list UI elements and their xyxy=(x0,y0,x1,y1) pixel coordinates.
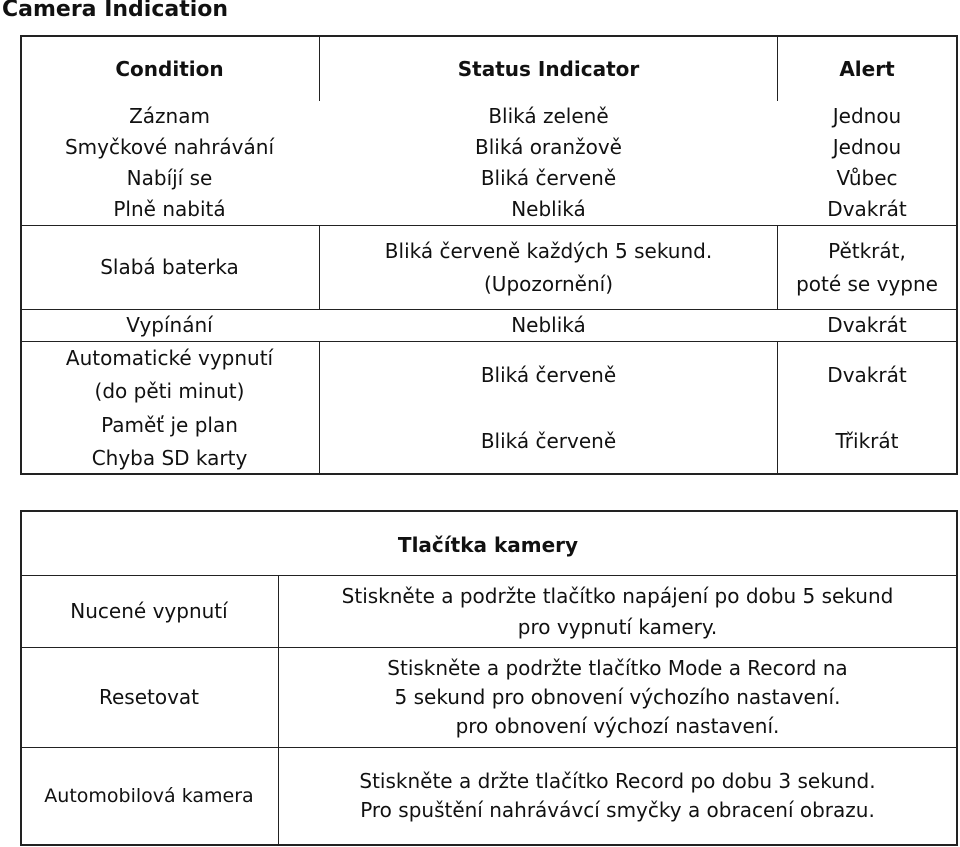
status-line: (Upozornění) xyxy=(484,271,613,296)
alert-cell: Dvakrát xyxy=(827,313,907,337)
description-line: pro vypnutí kamery. xyxy=(517,614,718,639)
condition-cell xyxy=(20,410,319,473)
button-name-cell: Resetovat xyxy=(98,685,200,709)
status-cell: Bliká zeleně xyxy=(488,104,609,128)
alert-cell: Dvakrát xyxy=(827,362,907,387)
status-cell: Bliká červeně xyxy=(480,429,617,453)
alert-cell: Vůbec xyxy=(836,166,898,190)
description-line: Stiskněte a držte tlačítko Record po dobu 3 sekund. xyxy=(359,769,876,793)
condition-cell: Nabíjí se xyxy=(126,166,213,190)
condition-cell: Plně nabitá xyxy=(113,197,226,221)
buttons-table-title: Tlačítka kamery xyxy=(397,533,579,557)
column-header-status: Status Indicator xyxy=(457,56,640,81)
column-header-alert: Alert xyxy=(839,56,895,81)
alert-line: poté se vypne xyxy=(796,271,938,296)
description-line: Stiskněte a podržte tlačítko napájení po dobu 5 sekund xyxy=(341,583,894,608)
button-description-cell xyxy=(279,648,956,747)
alert-cell: Jednou xyxy=(832,104,902,128)
description-line: 5 sekund pro obnovení výchozího nastavení. xyxy=(394,685,841,709)
status-cell xyxy=(320,226,777,309)
table-border xyxy=(956,35,958,475)
condition-line: Chyba SD karty xyxy=(91,445,248,470)
condition-cell: Vypínání xyxy=(126,313,213,337)
condition-line: (do pěti minut) xyxy=(94,379,245,403)
condition-cell: Smyčkové nahrávání xyxy=(64,135,275,159)
table-border xyxy=(956,510,958,846)
status-cell: Nebliká xyxy=(511,197,586,221)
alert-cell: Třikrát xyxy=(835,429,899,453)
condition-line: Automatické vypnutí xyxy=(65,346,274,370)
button-name-cell: Automobilová kamera xyxy=(44,784,254,807)
status-cell: Bliká červeně xyxy=(480,166,617,190)
status-cell: Bliká červeně xyxy=(480,362,617,387)
condition-cell: Záznam xyxy=(129,104,210,128)
description-line: Stiskněte a podržte tlačítko Mode a Record na xyxy=(387,656,848,680)
status-line: Bliká červeně každých 5 sekund. xyxy=(384,238,713,263)
alert-line: Pětkrát, xyxy=(828,238,906,263)
button-description-cell xyxy=(279,576,956,647)
alert-cell xyxy=(778,226,956,309)
page-title: Camera Indication xyxy=(2,0,229,22)
table-border xyxy=(20,844,958,846)
alert-cell: Dvakrát xyxy=(827,197,907,221)
status-cell: Nebliká xyxy=(511,313,586,337)
description-line: Pro spuštění nahrávávcí smyčky a obracení obrazu. xyxy=(360,798,875,822)
button-name-cell: Nucené vypnutí xyxy=(70,599,228,623)
column-header-condition: Condition xyxy=(115,56,224,81)
condition-cell xyxy=(20,342,319,408)
button-description-cell xyxy=(279,748,956,844)
status-cell: Bliká oranžově xyxy=(475,135,622,159)
condition-cell: Slabá baterka xyxy=(100,255,239,279)
condition-line: Paměť je plan xyxy=(101,412,238,437)
alert-cell: Jednou xyxy=(832,135,902,159)
description-line: pro obnovení výchozí nastavení. xyxy=(455,714,780,738)
